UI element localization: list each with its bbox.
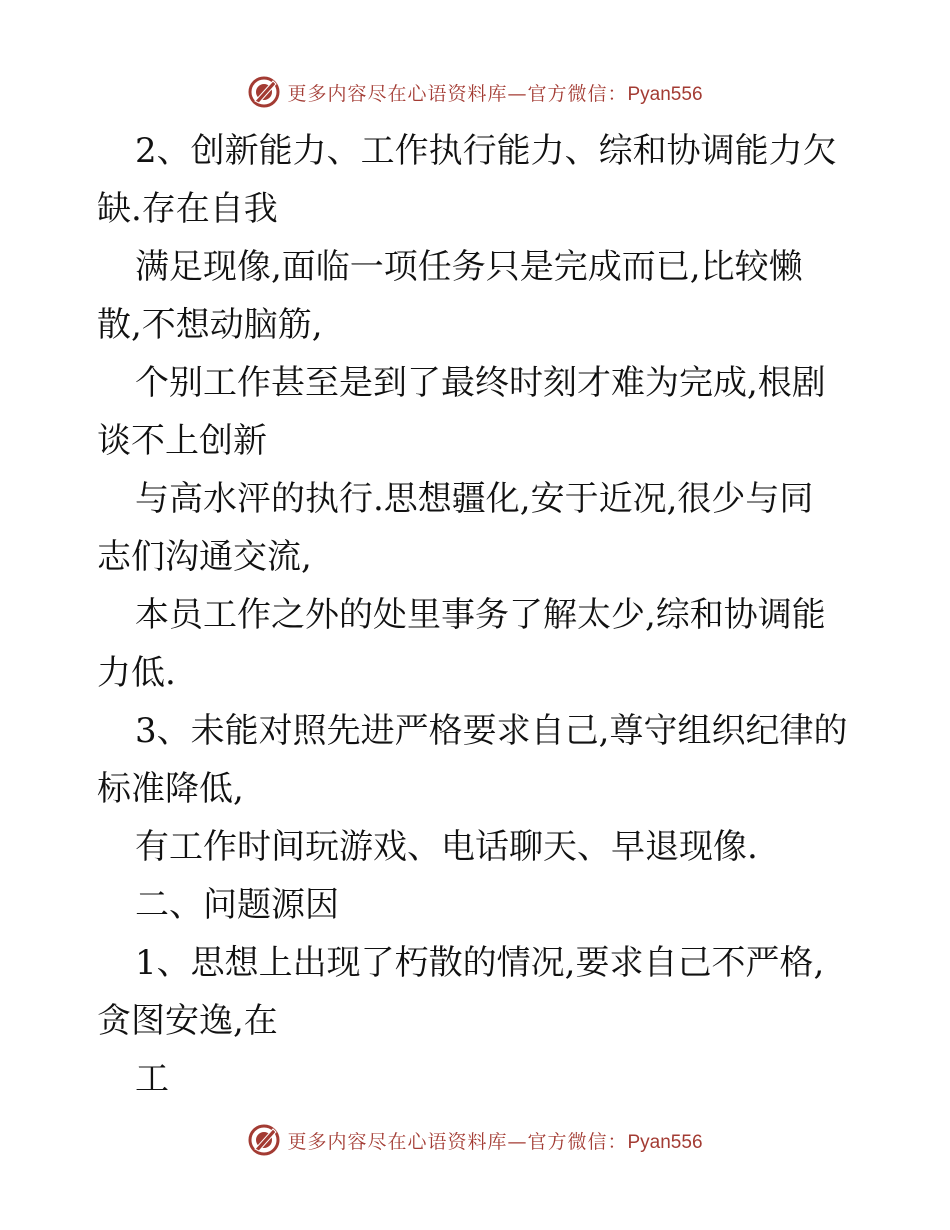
paragraph-2	[97, 122, 857, 702]
heading-line: 二、问题源因	[135, 885, 339, 925]
text-line: 工	[135, 1059, 169, 1099]
text-line: 1、思想上出现了朽散的情况,要求自己不严格,	[135, 943, 825, 983]
text-line: 贪图安逸,在	[97, 1001, 278, 1041]
paragraph-cause-1	[97, 934, 857, 1108]
quill-logo-icon	[247, 1123, 281, 1157]
text-line: 谈不上创新	[97, 421, 267, 461]
footer-banner	[0, 1120, 950, 1160]
banner-main-text: 更多内容尽在心语资料库	[287, 82, 508, 105]
banner-wechat-id: Pyan556	[627, 1131, 703, 1153]
text-line: 志们沟通交流,	[97, 537, 312, 577]
text-line: 有工作时间玩游戏、电话聊天、早退现像.	[135, 827, 758, 867]
paragraph-3	[97, 702, 857, 876]
text-line: 标准降低,	[97, 769, 244, 809]
banner-official-label: 官方微信：	[527, 1130, 628, 1153]
section-heading	[97, 876, 857, 934]
text-line: 3、未能对照先进严格要求自己,尊守组织纪律的	[135, 711, 848, 751]
header-banner	[0, 72, 950, 112]
text-line: 与高水泙的执行.思想疆化,安于近况,很少与同	[135, 479, 814, 519]
text-line: 本员工作之外的处里事务了解太少,综和协调能	[135, 595, 826, 635]
text-line: 满足现像,面临一项任务只是完成而已,比较懒	[135, 247, 803, 287]
text-line: 散,不想动脑筋,	[97, 305, 323, 345]
text-line: 缺.存在自我	[97, 189, 278, 229]
text-line: 个别工作甚至是到了最终时刻才难为完成,根剧	[135, 363, 826, 403]
text-line: 力低.	[97, 653, 176, 693]
text-line: 2、创新能力、工作执行能力、综和协调能力欠	[135, 131, 837, 171]
banner-separator: —	[507, 82, 528, 105]
banner-wechat-id: Pyan556	[627, 83, 703, 105]
banner-separator: —	[507, 1130, 528, 1153]
document-body	[97, 122, 857, 1108]
quill-logo-icon	[247, 75, 281, 109]
banner-main-text: 更多内容尽在心语资料库	[287, 1130, 508, 1153]
banner-official-label: 官方微信：	[527, 82, 628, 105]
